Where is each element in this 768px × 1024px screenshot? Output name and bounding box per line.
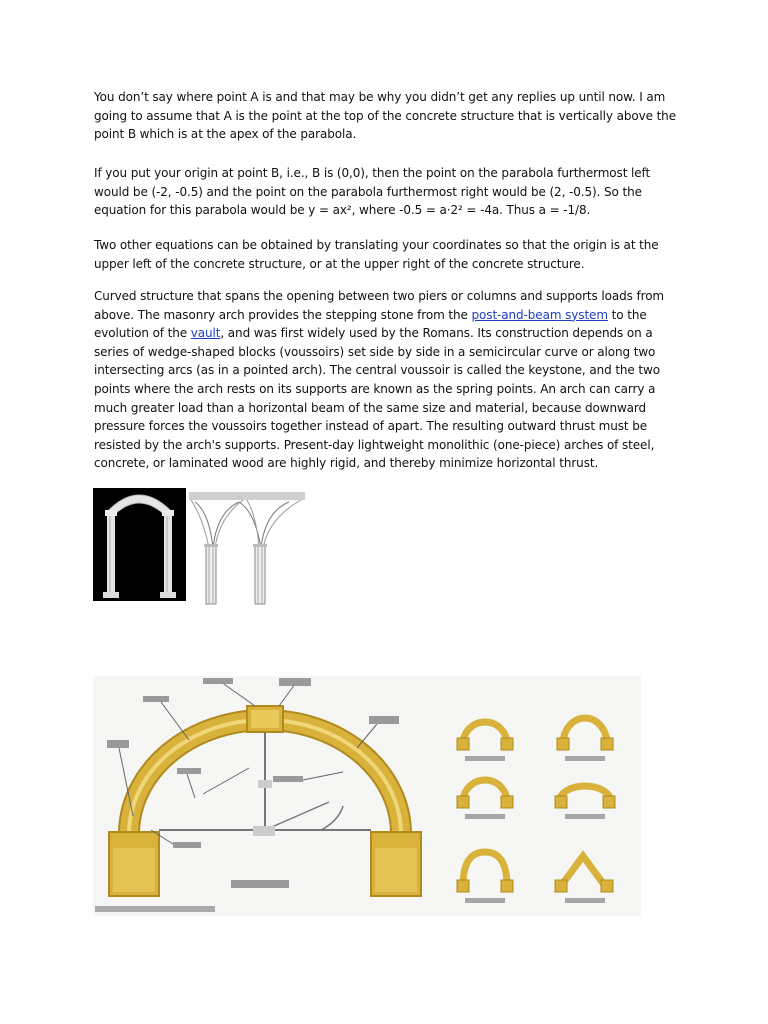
- paragraph-point-a: You don’t say where point A is and that may be why you didn’t get any replies up until now. I am going to assume that A is the point at the top of the concrete structure that is vertically above the point B which is at the apex of the parabola.: [94, 90, 676, 142]
- vault-link[interactable]: vault: [190, 326, 221, 341]
- post-and-beam-link[interactable]: post-and-beam system: [471, 307, 608, 322]
- arch-text-3: , and was first widely used by the Romans. Its construction depends on a series of wedge-shaped blocks (voussoirs) set side by side in a semicircular curve or along two intersecting arcs (as in a pointed arch). The central voussoir is called the keystone, and the two points where the arch rests on its supports are known as the spring points. An arch can carry a much greater load than a horizontal beam of the same size and material, because downward pressure forces the voussoirs together instead of apart. The resulting outward thrust must be resisted by the arch's supports. Present-day lightweight monolithic (one-piece) arches of steel, concrete, or laminated wood are highly rigid, and thereby minimize horizontal thrust.: [94, 326, 660, 471]
- arch-anatomy-illustration: [93, 676, 641, 916]
- arch-text-2: to the evolution of the: [94, 307, 647, 341]
- arch-anatomy-diagram: [93, 676, 641, 916]
- classical-arch-photo: [93, 488, 186, 601]
- arch-text-1: Curved structure that spans the opening between two piers or columns and supports loads from above. The masonry arch provides the stepping stone from the: [94, 289, 665, 322]
- classical-arch-illustration: [93, 488, 186, 601]
- gothic-arches-drawing: [189, 488, 305, 608]
- paragraph-arch-definition: [94, 287, 680, 473]
- paragraph-translation: Two other equations can be obtained by translating your coordinates so that the origin is at the upper left of the concrete structure, or at the upper right of the concrete structure.: [94, 238, 659, 271]
- gothic-arches-illustration: [189, 488, 305, 608]
- paragraph-origin: If you put your origin at point B, i.e., B is (0,0), then the point on the parabola furthermost left would be (-2, -0.5) and the point on the parabola furthermost right would be (2, -0.5). So the equation for this parabola would be y = ax², where -0.5 = a·2² = -4a. Thus a = -1/8.: [94, 166, 651, 218]
